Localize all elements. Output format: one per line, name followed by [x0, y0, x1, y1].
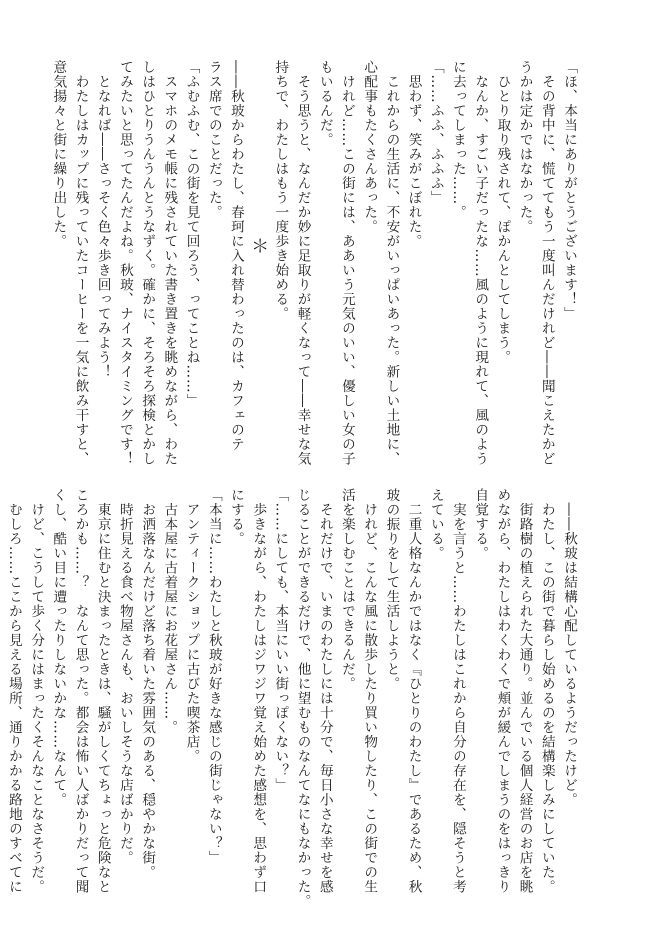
text-line: にする。: [227, 488, 244, 546]
text-line: 「……ふふ、ふふふ」: [427, 60, 444, 205]
text-line: しはひとりうんうんとうなずく。確かに、そろそろ探検とかし: [139, 60, 156, 466]
text-line: 古本屋に古着屋にお花屋さん……。: [161, 488, 178, 735]
text-line: 時折見える食べ物屋さんも、おいしそうな店ばかりだ。: [116, 488, 133, 865]
text-line: ひとり取り残されて、ぽかんとしてしまう。: [494, 60, 511, 365]
text-line: その背中に、慌ててもう一度叫んだけれど――聞こえたかど: [538, 60, 555, 466]
text-block-bottom: [5, 488, 580, 909]
text-line: 活を楽しむことはできるんだ。: [338, 488, 355, 691]
text-line: 「ふむふむ、この街を見て回ろう、ってことね……」: [183, 60, 200, 408]
text-line: 持ちで、わたしはもう一度歩き始める。: [272, 60, 289, 321]
text-line: けど、こうして歩く分にはまったくそんなことなさそうだ。: [28, 488, 45, 894]
text-line: もいるんだ。: [316, 60, 333, 147]
text-line: うかは定かではなかった。: [516, 60, 533, 234]
text-block-top: [50, 60, 580, 466]
text-line: に去ってしまった……。: [449, 60, 466, 220]
text-line: スマホのメモ帳に残されていた書き置きを眺めながら、わた: [161, 60, 178, 466]
text-line: 意気揚々と街に繰り出した。: [50, 60, 67, 249]
text-line: けれど……この街には、ああいう元気のいい、優しい女の子: [338, 60, 355, 466]
text-line: むしろ……ここから見える場所、通りかかる路地のすべてに: [5, 488, 22, 894]
text-line: えている。: [427, 488, 444, 561]
text-line: けれど、こんな風に散歩したり買い物したり、この街での生: [361, 488, 378, 894]
text-line: 自覚する。: [472, 488, 489, 561]
text-line: じることができるだけで、他に望むものなんてなにもなかった。: [294, 488, 311, 909]
text-line: 歩きながら、わたしはジワジワ覚え始めた感想を、思わず口: [250, 488, 267, 894]
text-line: なんか、すごい子だったな……風のように現れて、風のよう: [472, 60, 489, 466]
text-line: ――秋玻は結構心配しているようだったけど。: [561, 488, 577, 807]
text-line: 玻の振りをして生活しようと。: [383, 488, 400, 691]
text-line: 東京に住むと決まったときは、騒がしくてちょっと危険なと: [94, 488, 111, 894]
section-break-asterisk: ＊: [248, 236, 270, 256]
text-line: わたしはカップに残っていたコーヒーを一気に飲み干すと、: [72, 60, 89, 466]
text-line: アンティークショップに古びた喫茶店。: [183, 488, 200, 764]
text-line: 街路樹の植えられた大通り。並んでいる個人経営のお店を眺: [516, 488, 533, 894]
text-line: お洒落なんだけど落ち着いた雰囲気のある、穏やかな街。: [139, 488, 156, 880]
text-line: [0, 488, 3, 860]
text-line: ころかも……？ なんて思った。都会は怖い人ばかりだって聞: [72, 488, 89, 894]
text-line: 「ほ、本当にありがとうございます！」: [561, 60, 577, 321]
text-line: 実を言うと……わたしはこれから自分の存在を、隠そうと考: [449, 488, 466, 894]
text-line: これからの生活に、不安がいっぱいあった。新しい土地に、: [383, 60, 400, 466]
text-line: 心配事もたくさんあった。: [361, 60, 378, 234]
text-line: ――秋玻からわたし、春珂に入れ替わったのは、カフェのテ: [227, 60, 244, 452]
text-line: くし、酷い目に遭ったりしないかな……なんて。: [50, 488, 67, 807]
text-line: 「本当に……わたしと秋玻が好きな感じの街じゃない？」: [205, 488, 222, 865]
text-line: 二重人格なんかではなく『ひとりのわたし』であるため、秋: [405, 488, 422, 894]
text-line: となれば――さっそく色々歩き回ってみよう！: [94, 60, 111, 379]
text-line: めながら、わたしはわくわくで頬が緩んでしまうのをはっきり: [494, 488, 511, 894]
text-line: 思わず、笑みがこぼれた。: [405, 60, 422, 249]
text-line: 「……にしても、本当にいい街っぽくない？」: [272, 488, 289, 793]
text-line: そう思うと、なんだか妙に足取りが軽くなって――幸せな気: [294, 60, 311, 466]
text-line: わたし、この街で暮らし始めるのを結構楽しみにしていた。: [538, 488, 555, 894]
text-line: ラス席でのことだった。: [205, 60, 222, 220]
text-line: てみたいと思ってたんだよね。秋玻、ナイスタイミングです！: [116, 60, 133, 466]
text-line: それだけで、いまのわたしには十分で、毎日小さな幸せを感: [316, 488, 333, 894]
